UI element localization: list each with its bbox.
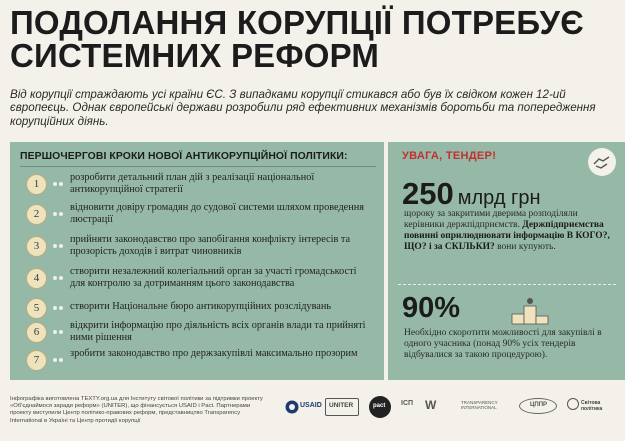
step-number: 6 — [26, 322, 47, 343]
dot-icon — [59, 182, 63, 186]
cppr-logo-text: ЦППР — [530, 402, 548, 408]
usaid-logo-text: USAID — [300, 402, 322, 409]
dot-icon — [53, 306, 57, 310]
partner-logos — [285, 394, 620, 428]
step-text: створити Національне бюро антикорупційних розслідувань — [70, 301, 332, 312]
footer-credits: Інфографіка виготовлена TEXTY.org.ua для Інституту світової політики за підтримки проекту «Об'єднаймося заради реформ» (UNITER), що фінансується USAID і Pact. Партнерами проекту виступили Центр політико-правових реформ, представництво Transparency International в Україні та Центр протидії корупції — [10, 396, 263, 424]
amount-value: 250 — [402, 176, 454, 211]
transparency-logo-text: TRANSPARENCY INTERNATIONAL — [461, 400, 498, 410]
amount-description — [404, 209, 616, 253]
amount-text-start: щороку за закритими дверима розподіляли керівники держпідприємств. — [404, 209, 578, 230]
pact-logo-text: pact — [373, 403, 386, 409]
isp-logo — [399, 394, 419, 424]
dot-icon — [59, 358, 63, 362]
step-number: 1 — [26, 174, 47, 195]
dot-icon — [53, 244, 57, 248]
step-text: розробити детальний план дій з реалізації національної антикорупційної стратегії — [70, 172, 315, 195]
step-text: відновити довіру громадян до судової системи шляхом проведення люстрації — [70, 202, 365, 225]
percent-figure: 90% — [402, 292, 461, 324]
w-logo-text: W — [425, 398, 437, 412]
page-title-line-1: ПОДОЛАННЯ КОРУПЦІЇ ПОТРЕБУЄ — [10, 4, 584, 41]
usaid-logo — [285, 394, 323, 424]
isp-logo-text: ІСП — [401, 400, 414, 407]
steps-title: ПЕРШОЧЕРГОВІ КРОКИ НОВОЇ АНТИКОРУПЦІЙНОЇ ПОЛІТИКИ: — [20, 151, 348, 162]
dot-icon — [59, 244, 63, 248]
step-number: 4 — [26, 268, 47, 289]
cppr-logo — [519, 394, 559, 424]
w-logo — [423, 394, 449, 424]
amount-text-bold: Держпідприємства повинні оприлюднювати інформацію В КОГО?, ЩО? і за СКІЛЬКИ? — [404, 220, 610, 252]
dot-icon — [59, 276, 63, 280]
step-number: 5 — [26, 298, 47, 319]
alert-title: УВАГА, ТЕНДЕР! — [402, 150, 497, 162]
uniter-logo — [325, 394, 361, 424]
step-item — [26, 266, 376, 296]
step-text: створити незалежний колегіальний орган за участі громадськості для контролю за дотриманням цього законодавства — [70, 266, 357, 289]
handshake-icon — [588, 148, 616, 176]
steps-divider — [20, 166, 376, 167]
world-policy-logo — [567, 394, 617, 424]
page-title — [10, 6, 620, 72]
page-title-line-2: СИСТЕМНИХ РЕФОРМ — [10, 37, 380, 74]
step-item — [26, 172, 376, 202]
step-item — [26, 320, 376, 350]
percent-description: Необхідно скоротити можливості для закупівлі в одного учасника (понад 90% усіх тендерів відбувалися за такою процедурою). — [404, 328, 602, 360]
step-item — [26, 202, 376, 232]
amount-figure — [402, 176, 541, 212]
step-text: відкрити інформацію про діяльність всіх органів влади та прийняті ними рішення — [70, 320, 366, 343]
pact-logo — [369, 394, 393, 424]
transparency-logo — [461, 394, 511, 424]
dot-icon — [59, 212, 63, 216]
podium-icon — [510, 296, 550, 326]
step-text: зробити законодавство про держзакупівлі максимально прозорим — [70, 348, 358, 359]
steps-panel — [10, 142, 384, 380]
alert-panel — [388, 142, 625, 380]
dot-icon — [53, 276, 57, 280]
dot-icon — [53, 330, 57, 334]
dot-icon — [53, 358, 57, 362]
uniter-logo-text: UNITER — [329, 402, 354, 409]
step-number: 2 — [26, 204, 47, 225]
amount-text-end: вони купують. — [494, 242, 556, 252]
step-number: 3 — [26, 236, 47, 257]
world-policy-logo-text: Світова політика — [581, 400, 603, 412]
step-text: прийняти законодавство про запобігання конфлікту інтересів та прозорість доходів і витрат чиновників — [70, 234, 351, 257]
dot-icon — [59, 306, 63, 310]
alert-divider — [398, 284, 616, 285]
dot-icon — [53, 212, 57, 216]
step-item — [26, 348, 376, 378]
intro-text: Від корупції страждають усі країни ЄС. З випадками корупції стикався або був їх свідком кожен 12-ий європеєць. Однак європейські держави розробили ряд ефективних механізмів боротьби та попередження корупційних діянь. — [10, 88, 596, 128]
dot-icon — [59, 330, 63, 334]
step-item — [26, 234, 376, 264]
amount-unit: млрд грн — [457, 187, 541, 209]
dot-icon — [53, 182, 57, 186]
step-number: 7 — [26, 350, 47, 371]
